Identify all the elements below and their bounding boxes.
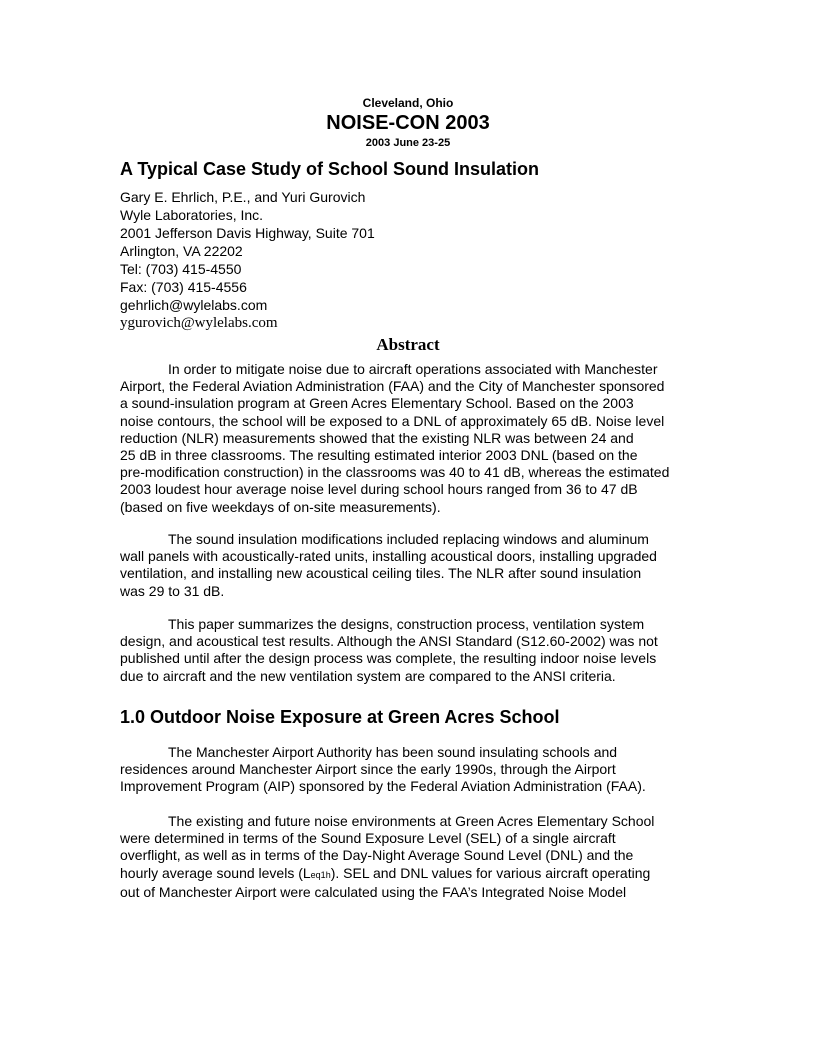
- text-line: reduction (NLR) measurements showed that the existing NLR was between 24 and: [120, 429, 634, 446]
- text-line: was 29 to 31 dB.: [120, 582, 225, 599]
- text-line: noise contours, the school will be exposed to a DNL of approximately 65 dB. Noise level: [120, 412, 665, 429]
- author-phone: Tel: (703) 415-4550: [120, 261, 242, 277]
- abstract-paragraph-3: [120, 616, 700, 685]
- conference-name: NOISE-CON 2003: [326, 112, 490, 134]
- abstract-paragraph-2: [120, 531, 700, 600]
- abstract-paragraph-1: [120, 361, 700, 516]
- section-paragraph-1: [120, 744, 700, 796]
- text-line: residences around Manchester Airport since the early 1990s, through the Airport: [120, 761, 616, 778]
- author-address-street: 2001 Jefferson Davis Highway, Suite 701: [120, 225, 375, 241]
- text-line: The sound insulation modifications included replacing windows and aluminum: [168, 531, 649, 547]
- text-line: Improvement Program (AIP) sponsored by the Federal Aviation Administration (FAA).: [120, 778, 646, 795]
- subscript: eq1h: [310, 869, 331, 880]
- author-affiliation: Wyle Laboratories, Inc.: [120, 207, 264, 223]
- text-line: [120, 865, 700, 884]
- section-paragraph-2: [120, 813, 700, 901]
- text-line: out of Manchester Airport were calculated using the FAA’s Integrated Noise Model: [120, 883, 627, 900]
- author-email-1: gehrlich@wylelabs.com: [120, 297, 268, 313]
- text-line: Airport, the Federal Aviation Administration (FAA) and the City of Manchester sponsored: [120, 378, 665, 395]
- text-line: overflight, as well as in terms of the Day-Night Average Sound Level (DNL) and the: [120, 847, 634, 864]
- text-line: This paper summarizes the designs, construction process, ventilation system: [168, 616, 645, 632]
- text-line: In order to mitigate noise due to aircraft operations associated with Manchester: [168, 361, 658, 377]
- text-line: published until after the design process was complete, the resulting indoor noise levels: [120, 650, 657, 667]
- text-line: The existing and future noise environments at Green Acres Elementary School: [168, 813, 655, 829]
- author-names: Gary E. Ehrlich, P.E., and Yuri Gurovich: [120, 189, 366, 205]
- author-block: [120, 188, 375, 332]
- author-email-2: ygurovich@wylelabs.com: [120, 315, 278, 331]
- text-line: ventilation, and installing new acoustical ceiling tiles. The NLR after sound insulation: [120, 565, 642, 582]
- text-line: pre-modification construction) in the classrooms was 40 to 41 dB, whereas the estimated: [120, 464, 670, 481]
- text-line: The Manchester Airport Authority has been sound insulating schools and: [168, 744, 618, 760]
- text-line: a sound-insulation program at Green Acres Elementary School. Based on the 2003: [120, 395, 634, 412]
- conference-city: Cleveland, Ohio: [362, 96, 454, 110]
- text-line: were determined in terms of the Sound Exposure Level (SEL) of a single aircraft: [120, 830, 616, 847]
- text-line: 2003 loudest hour average noise level during school hours ranged from 36 to 47 dB: [120, 481, 638, 498]
- text-line: due to aircraft and the new ventilation system are compared to the ANSI criteria.: [120, 667, 616, 684]
- author-fax: Fax: (703) 415-4556: [120, 279, 247, 295]
- text-line: 25 dB in three classrooms. The resulting estimated interior 2003 DNL (based on the: [120, 447, 638, 464]
- text-line: design, and acoustical test results. Although the ANSI Standard (S12.60-2002) was not: [120, 633, 658, 650]
- text-span: ). SEL and DNL values for various aircraft operating: [330, 864, 651, 881]
- text-span: hourly average sound levels (L: [120, 864, 311, 881]
- paper-title: A Typical Case Study of School Sound Insulation: [120, 159, 540, 179]
- conference-dates: 2003 June 23-25: [365, 137, 451, 149]
- section-heading: 1.0 Outdoor Noise Exposure at Green Acres School: [120, 707, 560, 727]
- author-address-city: Arlington, VA 22202: [120, 243, 243, 259]
- text-line: wall panels with acoustically-rated units, installing acoustical doors, installing upgraded: [120, 548, 657, 565]
- text-line: (based on five weekdays of on-site measurements).: [120, 498, 441, 515]
- abstract-heading: Abstract: [376, 335, 440, 354]
